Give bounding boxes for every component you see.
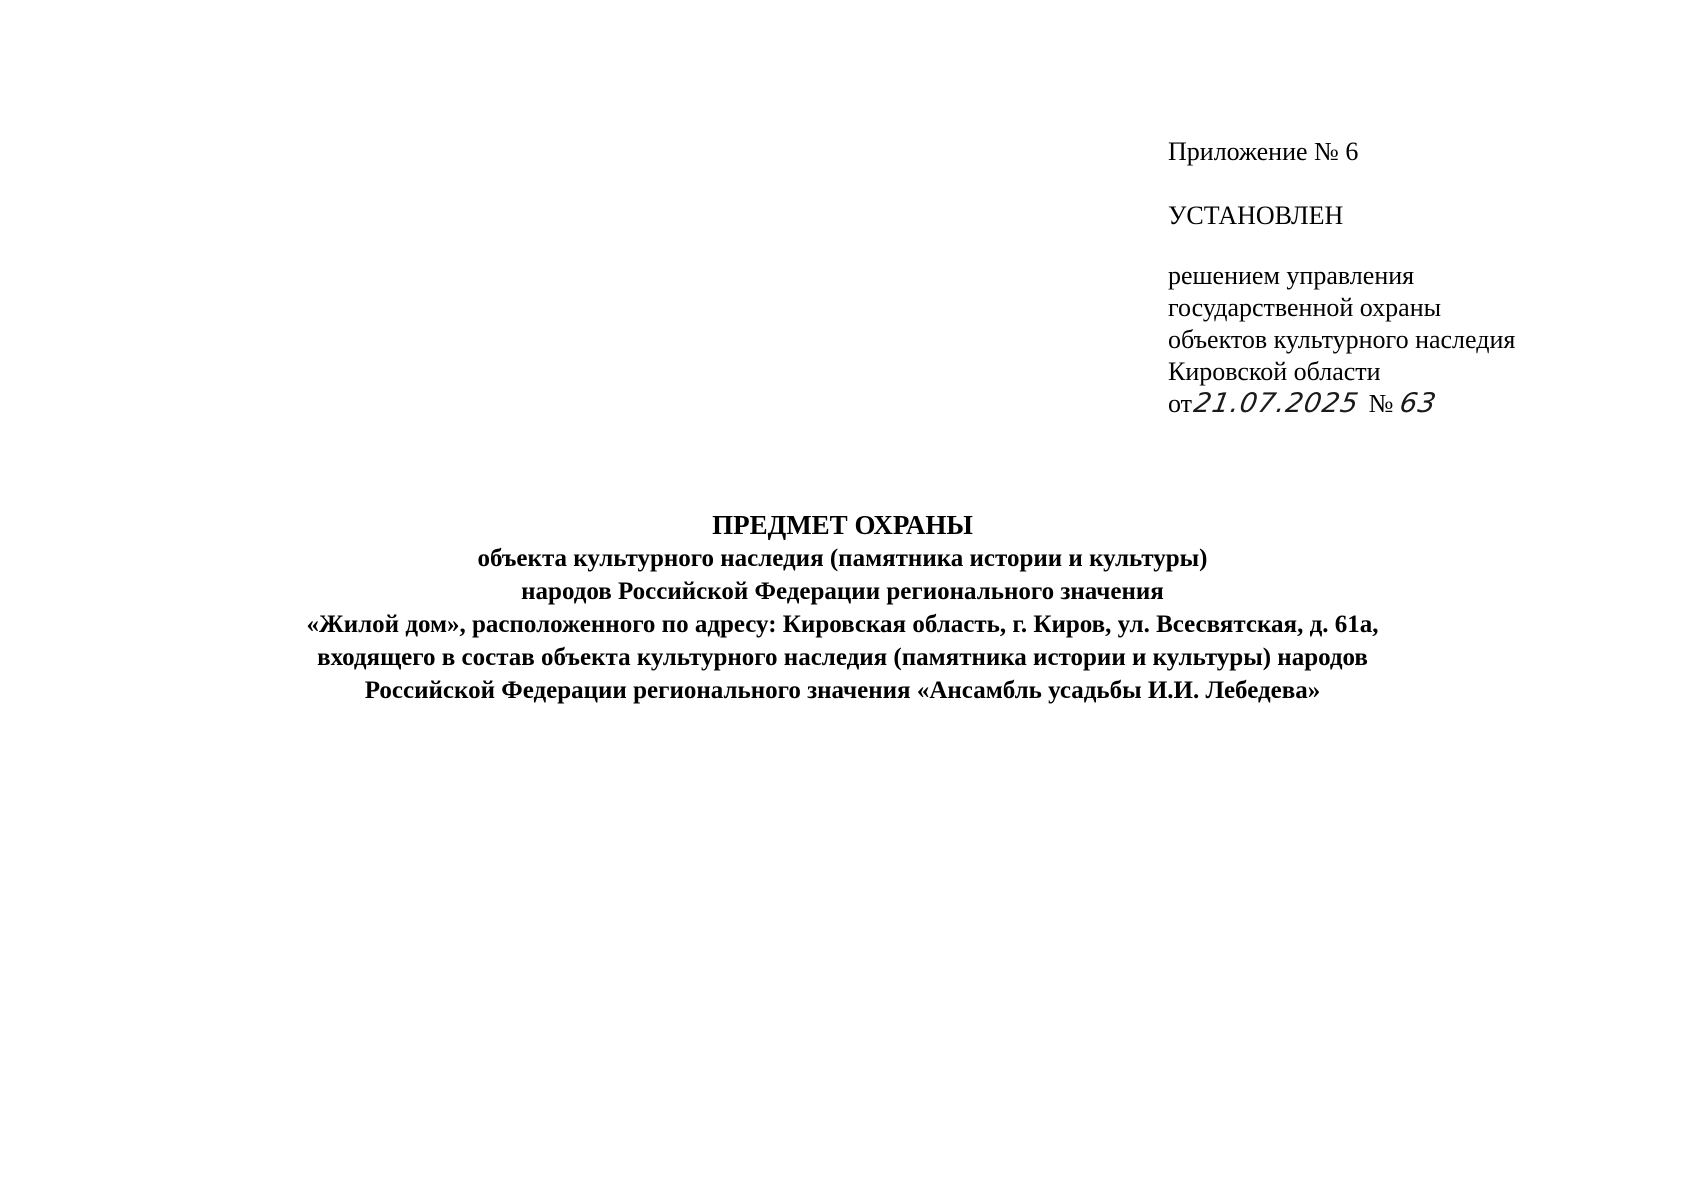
decision-line: Кировской области <box>1168 357 1381 386</box>
document-heading: ПРЕДМЕТ ОХРАНЫ <box>712 510 973 540</box>
decision-line: объектов культурного наследия <box>1168 325 1516 354</box>
number-sign: № <box>1368 389 1394 418</box>
appendix-number: Приложение № 6 <box>1168 137 1359 166</box>
title-line: входящего в состав объекта культурного наследия (памятника истории и культуры) народов <box>317 644 1368 671</box>
title-line: «Жилой дом», расположенного по адресу: Кировская область, г. Киров, ул. Всесвятская, д. 61а, <box>306 611 1379 638</box>
title-line: Российской Федерации регионального значения «Ансамбль усадьбы И.И. Лебедева» <box>364 677 1321 704</box>
document-title-block <box>140 508 1545 707</box>
decision-date-line <box>1168 388 1648 420</box>
decision-line: государственной охраны <box>1168 293 1442 322</box>
title-line: народов Российской Федерации регионального значения <box>521 578 1164 605</box>
approval-stamp-block <box>1168 136 1648 420</box>
decision-line: решением управления <box>1168 261 1415 290</box>
date-prefix: от <box>1168 389 1193 418</box>
handwritten-number: 63 <box>1397 388 1440 419</box>
approved-label: УСТАНОВЛЕН <box>1168 201 1344 230</box>
handwritten-date: 21.07.2025 <box>1191 388 1362 419</box>
title-line: объекта культурного наследия (памятника истории и культуры) <box>477 545 1208 572</box>
